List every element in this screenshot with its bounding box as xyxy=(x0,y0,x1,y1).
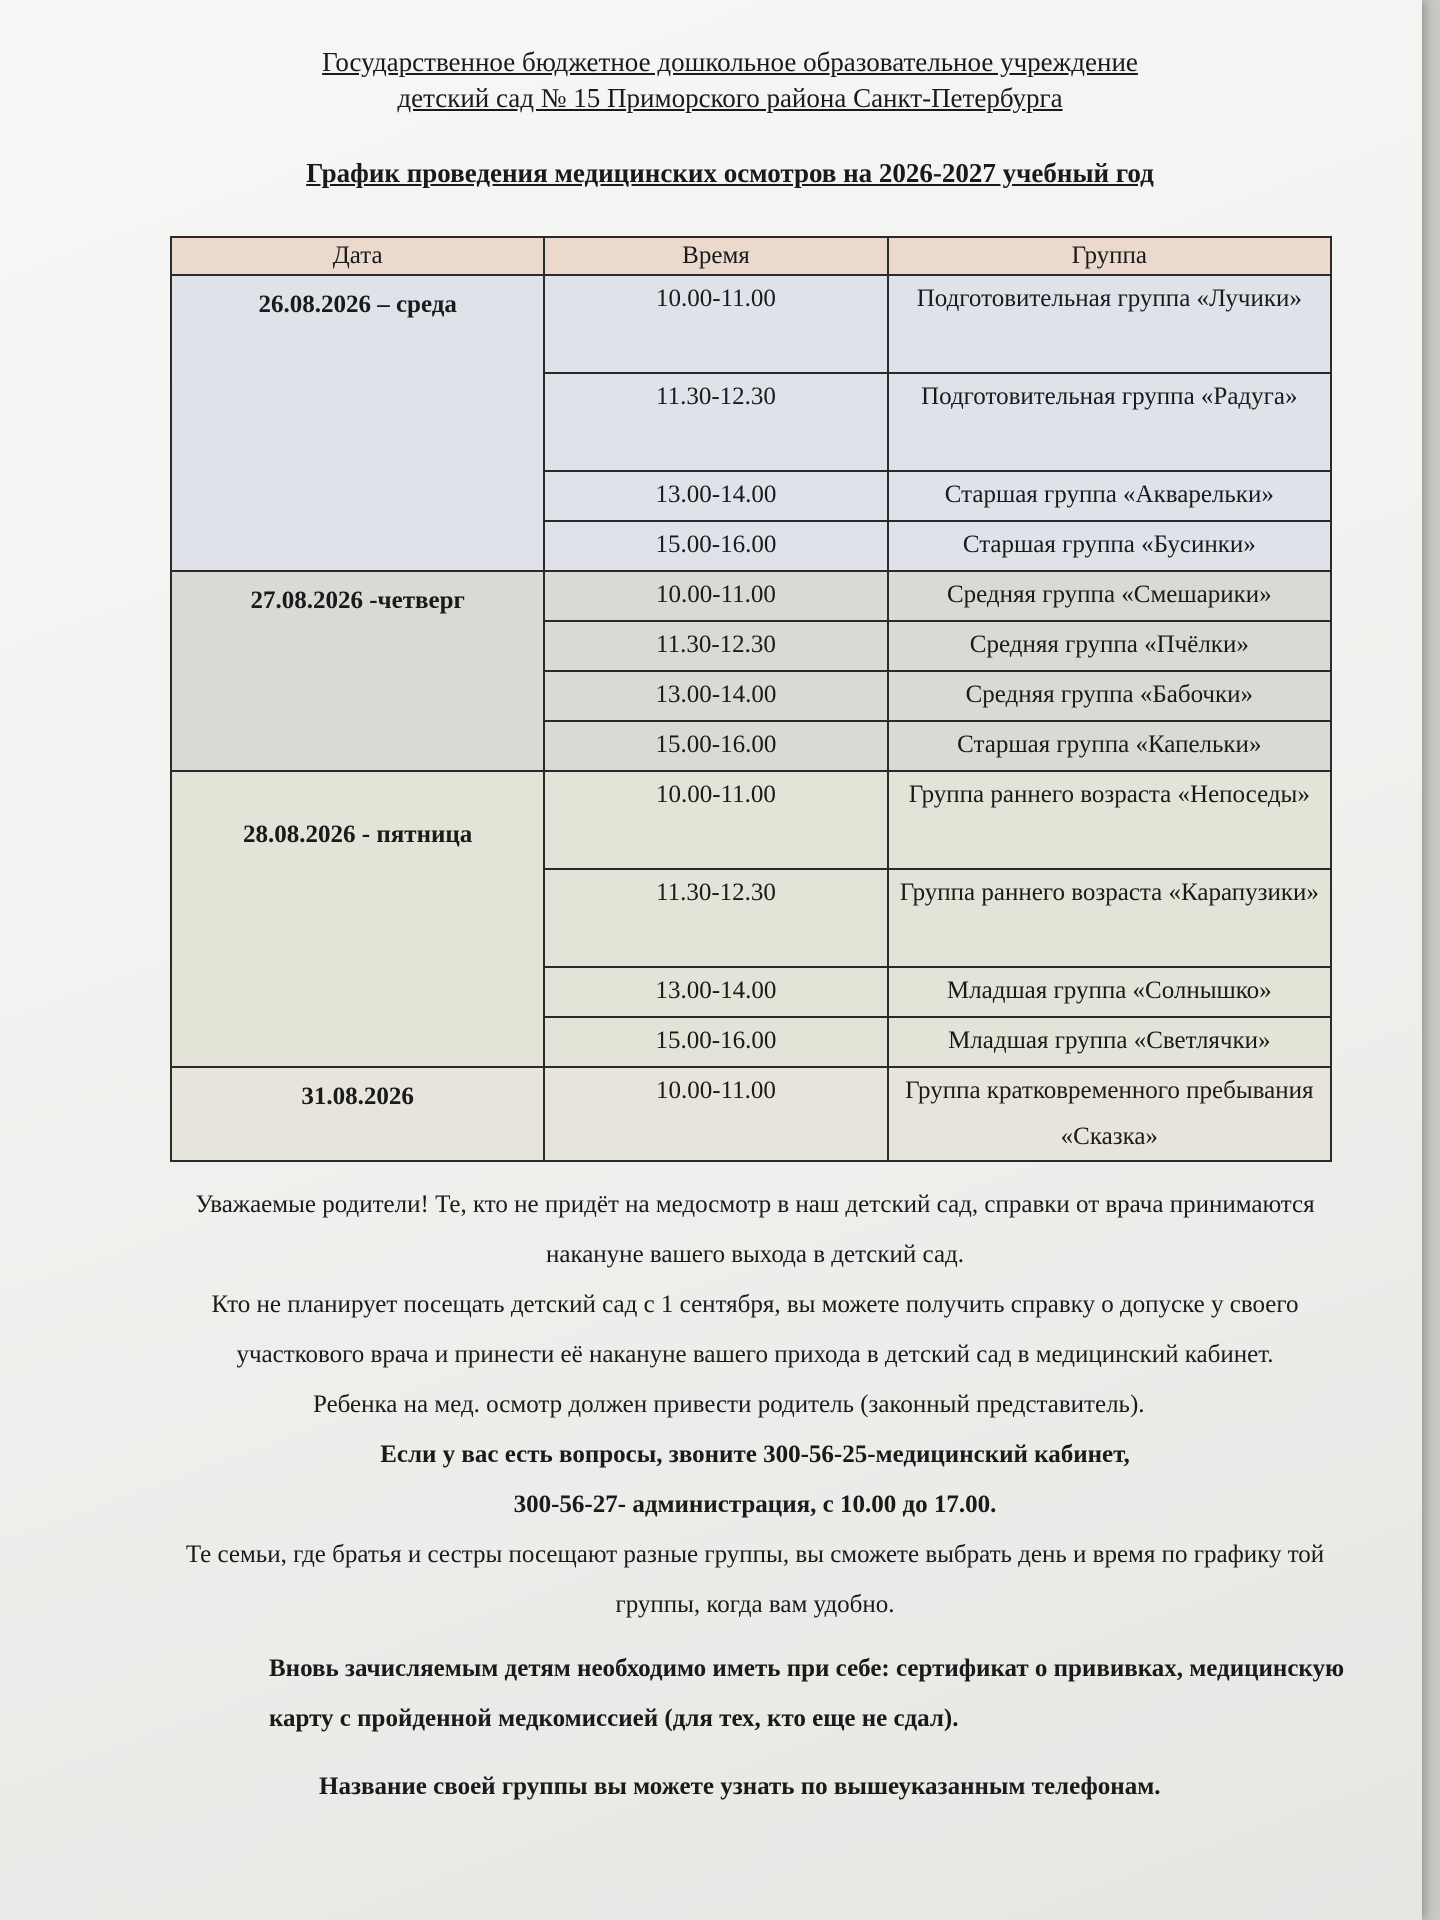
note-medical-certificates: Уважаемые родители! Те, кто не придёт на медосмотр в наш детский сад, справки от врача принимаются накануне вашего выхода в детский сад. xyxy=(195,1191,1315,1268)
group-cell: Старшая группа «Капельки» xyxy=(888,721,1331,771)
group-cell: Старшая группа «Бусинки» xyxy=(888,521,1331,571)
date-cell: 31.08.2026 xyxy=(171,1067,544,1161)
group-cell: Младшая группа «Светлячки» xyxy=(888,1017,1331,1067)
note-parent-presence: Ребенка на мед. осмотр должен привести родитель (законный представитель). xyxy=(313,1391,1145,1418)
group-cell: Средняя группа «Пчёлки» xyxy=(888,621,1331,671)
note-contact-phone-admin: 300-56-27- администрация, с 10.00 до 17.00. xyxy=(513,1491,997,1518)
institution-header xyxy=(200,44,1260,116)
time-cell: 11.30-12.30 xyxy=(544,869,887,967)
table-row xyxy=(171,771,1331,869)
time-cell: 10.00-11.00 xyxy=(544,1067,887,1161)
schedule-table xyxy=(170,236,1332,1162)
group-cell: Старшая группа «Акварельки» xyxy=(888,471,1331,521)
group-cell: Группа кратковременного пребывания «Сказка» xyxy=(888,1067,1331,1161)
time-cell: 13.00-14.00 xyxy=(544,967,887,1017)
notes-section xyxy=(165,1180,1345,1812)
note-september-attendance: Кто не планирует посещать детский сад с 1 сентября, вы можете получить справку о допуске у своего участкового врача и принести её накануне вашего прихода в детский сад в медицинский кабинет. xyxy=(211,1291,1299,1368)
time-cell: 11.30-12.30 xyxy=(544,621,887,671)
date-cell: 28.08.2026 - пятница xyxy=(171,771,544,1067)
time-cell: 15.00-16.00 xyxy=(544,521,887,571)
time-cell: 13.00-14.00 xyxy=(544,671,887,721)
table-header-row xyxy=(171,237,1331,275)
group-cell: Младшая группа «Солнышко» xyxy=(888,967,1331,1017)
time-cell: 10.00-11.00 xyxy=(544,275,887,373)
note-siblings: Те семьи, где братья и сестры посещают разные группы, вы сможете выбрать день и время по графику той группы, когда вам удобно. xyxy=(185,1541,1325,1618)
time-cell: 11.30-12.30 xyxy=(544,373,887,471)
header-line-2: детский сад № 15 Приморского района Санкт-Петербурга xyxy=(397,83,1063,113)
time-cell: 13.00-14.00 xyxy=(544,471,887,521)
group-cell: Группа раннего возраста «Непоседы» xyxy=(888,771,1331,869)
group-cell: Средняя группа «Бабочки» xyxy=(888,671,1331,721)
table-row xyxy=(171,571,1331,621)
note-new-enrollees: Вновь зачисляемым детям необходимо иметь при себе: сертификат о прививках, медицинскую карту с пройденной медкомиссией (для тех, кто еще не сдал). xyxy=(269,1655,1345,1732)
group-cell: Группа раннего возраста «Карапузики» xyxy=(888,869,1331,967)
column-header-time: Время xyxy=(544,237,887,275)
time-cell: 10.00-11.00 xyxy=(544,771,887,869)
date-cell: 26.08.2026 – среда xyxy=(171,275,544,571)
table-row xyxy=(171,1067,1331,1161)
column-header-date: Дата xyxy=(171,237,544,275)
group-cell: Средняя группа «Смешарики» xyxy=(888,571,1331,621)
note-group-name: Название своей группы вы можете узнать по вышеуказанным телефонам. xyxy=(319,1773,1161,1800)
note-contact-phone-medical: Если у вас есть вопросы, звоните 300-56-25-медицинский кабинет, xyxy=(380,1441,1130,1468)
group-cell: Подготовительная группа «Лучики» xyxy=(888,275,1331,373)
header-line-1: Государственное бюджетное дошкольное образовательное учреждение xyxy=(322,47,1138,77)
table-row xyxy=(171,275,1331,373)
column-header-group: Группа xyxy=(888,237,1331,275)
time-cell: 15.00-16.00 xyxy=(544,1017,887,1067)
time-cell: 15.00-16.00 xyxy=(544,721,887,771)
document-title: График проведения медицинских осмотров на 2026-2027 учебный год xyxy=(306,158,1154,188)
date-cell: 27.08.2026 -четверг xyxy=(171,571,544,771)
group-cell: Подготовительная группа «Радуга» xyxy=(888,373,1331,471)
time-cell: 10.00-11.00 xyxy=(544,571,887,621)
